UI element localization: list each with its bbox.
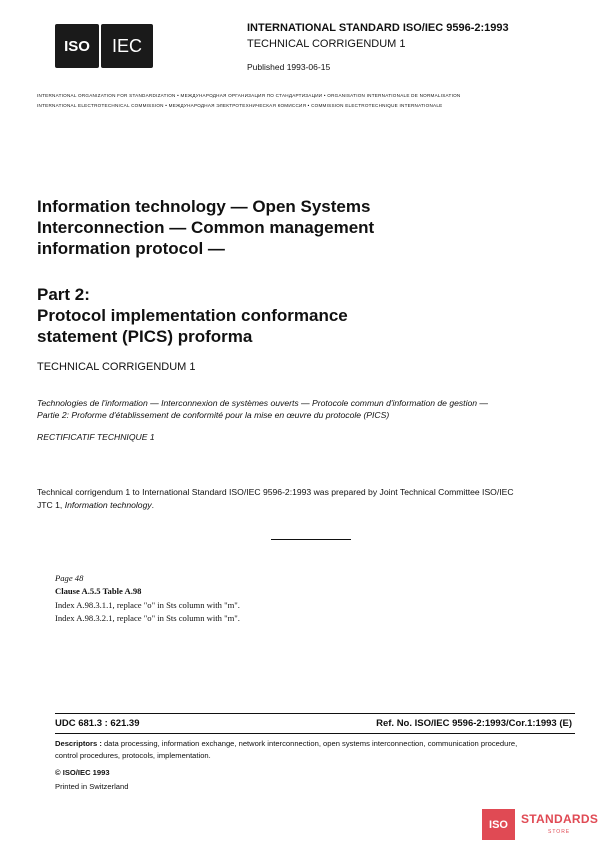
descriptors-label: Descriptors : [55,739,102,748]
preparation-paragraph [37,486,577,512]
french-line: Technologies de l'information — Interconnexion de systèmes ouverts — Protocole commun d'information de gestion — [37,398,489,408]
descriptors-line-1 [55,738,517,750]
iec-logo [101,24,153,68]
descriptors-line-2: control procedures, protocols, implementation. [55,751,211,760]
standard-title: INTERNATIONAL STANDARD ISO/IEC 9596-2:1993 [247,22,509,34]
rectificatif-label: RECTIFICATIF TECHNIQUE 1 [37,432,155,442]
title-line: Interconnection — Common management [37,218,375,237]
copyright: © ISO/IEC 1993 [55,768,110,777]
org-line-iso: INTERNATIONAL ORGANIZATION FOR STANDARDIZATION • МЕЖДУНАРОДНАЯ ОРГАНИЗАЦИЯ ПО СТАНДАРТИЗАЦИИ • ORGANISATION INTERNATIONALE DE NORMALISATION [37,93,461,98]
watermark-store: STORE [548,829,571,835]
center-divider [271,539,351,540]
prep-line: Technical corrigendum 1 to International Standard ISO/IEC 9596-2:1993 was prepared by Joint Technical Committee ISO/IEC [37,487,514,497]
clause-reference: Clause A.5.5 Table A.98 [55,586,142,596]
iso-watermark-logo [482,809,515,840]
part-line: Part 2: [37,285,90,304]
descriptors [55,738,517,762]
french-line: Partie 2: Proforme d'établissement de conformité pour la mise en œuvre du protocole (PICS) [37,410,390,420]
document-title [37,196,374,259]
committee-name: Information technology [64,500,152,510]
title-line: Information technology — Open Systems [37,197,371,216]
correction-item: Index A.98.3.2.1, replace "o" in Sts column with "m". [55,613,240,623]
watermark-iso-text: ISO [489,818,508,831]
reference-number: Ref. No. ISO/IEC 9596-2:1993/Cor.1:1993 (E) [376,718,572,729]
prep-line-2 [37,499,577,512]
watermark-standards: STANDARDS [521,812,599,826]
part-title [37,284,348,347]
descriptors-text: data processing, information exchange, network interconnection, open systems interconnection, communication procedure, [101,739,518,748]
part-line: Protocol implementation conformance [37,306,348,325]
technical-corrigendum-label: TECHNICAL CORRIGENDUM 1 [37,361,196,373]
title-line: information protocol — [37,239,225,258]
footer-top-rule [55,713,575,714]
iso-logo-text: ISO [64,37,90,55]
published-date: Published 1993-06-15 [247,62,331,72]
udc-number: UDC 681.3 : 621.39 [55,718,140,729]
org-line-iec: INTERNATIONAL ELECTROTECHNICAL COMMISSION • МЕЖДУНАРОДНАЯ ЭЛЕКТРОТЕХНИЧЕСКАЯ КОМИССИЯ • COMMISSION ELECTROTECHNIQUE INTERNATIONALE [37,103,443,108]
printed-in: Printed in Switzerland [55,782,129,791]
french-title [37,397,488,421]
iec-logo-text: IEC [111,35,142,56]
iso-logo [55,24,99,68]
part-line: statement (PICS) proforma [37,327,253,346]
prep-suffix: . [151,500,155,510]
page-reference: Page 48 [55,573,84,583]
correction-item: Index A.98.3.1.1, replace "o" in Sts column with "m". [55,600,240,610]
corrigendum-title: TECHNICAL CORRIGENDUM 1 [247,38,406,50]
footer-bottom-rule [55,733,575,734]
prep-prefix: JTC 1, [37,500,65,510]
